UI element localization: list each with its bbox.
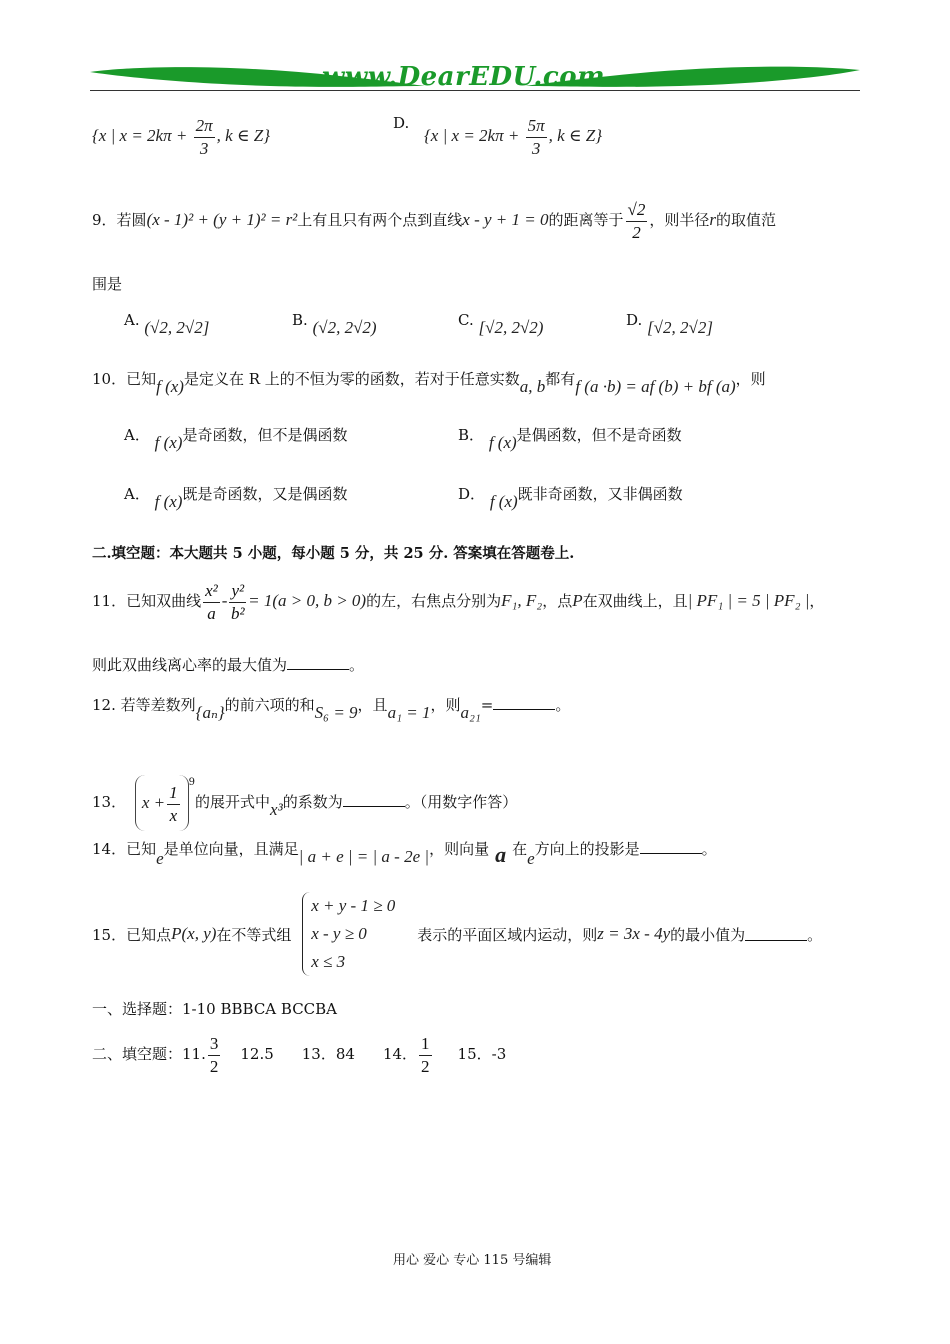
answer-14-label: 14． — [382, 1045, 418, 1063]
q11-text: 则此双曲线离心率的最大值为 — [92, 656, 288, 674]
q14-text: 是单位向量，且满足 — [163, 840, 299, 858]
answer-blank[interactable] — [287, 657, 349, 670]
q14-vector-a: a — [495, 842, 507, 867]
q15-inequality: x + y - 1 ≥ 0 — [311, 896, 396, 915]
q15-line — [92, 892, 822, 976]
q10-option-b — [458, 424, 682, 452]
q9-option-a — [124, 310, 210, 337]
option-fx: f (x) — [488, 433, 517, 452]
q8-c-num: 2π — [194, 115, 215, 138]
q15-text: 表示的平面区域内运动，则 — [417, 925, 598, 944]
option-label: B． — [458, 426, 485, 444]
q12-a21: a₂₁ — [460, 703, 481, 722]
q10-number: 10． — [92, 370, 127, 388]
option-label: D． — [458, 485, 486, 503]
q9-line1 — [92, 196, 776, 244]
option-text: 既非奇函数，又非偶函数 — [517, 485, 683, 503]
q8-d-num: 5π — [526, 115, 547, 138]
q9-text: 的取值范 — [716, 211, 777, 229]
q13-x: x + — [141, 793, 166, 812]
q10-option-a — [124, 424, 348, 452]
q9-frac-den: 2 — [632, 222, 641, 242]
q11-condition: | PF₁ | = 5 | PF₂ | — [687, 591, 810, 610]
q12-number: 12. — [92, 696, 116, 714]
answer-blank[interactable] — [640, 841, 702, 854]
q15-text: 在不等式组 — [216, 925, 292, 944]
q13-text: 。（用数字作答） — [404, 793, 518, 811]
answer-blank[interactable] — [343, 794, 405, 807]
q8-c-tail: , k ∈ Z} — [216, 126, 270, 145]
q14-text: ，则向量 — [429, 840, 490, 858]
frac-num: y² — [229, 580, 246, 603]
answer-15: 15．-3 — [457, 1045, 507, 1063]
q9-option-b — [292, 310, 377, 337]
answer-13: 13．84 — [301, 1045, 355, 1063]
option-fx: f (x) — [154, 433, 183, 452]
q11-frac-x — [203, 580, 220, 625]
q13-number: 13． — [92, 793, 127, 811]
q8-option-d — [424, 113, 602, 160]
option-fx: f (x) — [489, 492, 518, 511]
q12-text: 的前六项的和 — [224, 696, 315, 714]
answer-12: 12.5 — [240, 1045, 274, 1063]
q9-circle-eq: (x - 1)² + (y + 1)² = r² — [146, 210, 298, 229]
q8-d-frac — [526, 115, 547, 160]
option-text: 是奇函数，但不是偶函数 — [182, 426, 348, 444]
q10-text: 已知 — [126, 370, 157, 388]
q10-text: 都有 — [545, 370, 576, 388]
frac-den: 2 — [421, 1056, 430, 1076]
answer-blank[interactable] — [745, 928, 807, 941]
q11-text: ，点 — [542, 592, 573, 610]
q9-line2: 围是 — [92, 275, 123, 293]
page-footer: 用心 爱心 专心 115 号编辑 — [393, 1253, 552, 1268]
answer-blank[interactable] — [493, 697, 555, 710]
header-rule — [90, 90, 860, 91]
q11-foci: F₁, F₂ — [501, 591, 543, 610]
q12-s6: S₆ = 9 — [314, 703, 358, 722]
option-text: 是偶函数，但不是奇函数 — [516, 426, 682, 444]
q14-line — [92, 832, 717, 868]
q12-text: ，则 — [430, 696, 461, 714]
frac-num: 1 — [419, 1033, 432, 1056]
q15-inequality: x - y ≥ 0 — [311, 924, 367, 943]
q15-text: 已知点 — [126, 925, 172, 944]
q15-point: P(x, y) — [171, 924, 217, 943]
q14-e: e — [156, 849, 164, 868]
q10-equation: f (a ·b) = af (b) + bf (a) — [575, 377, 736, 396]
q12-a1: a₁ = 1 — [387, 703, 431, 722]
section-2-title: 二.填空题：本大题共 5 小题，每小题 5 分，共 25 分. 答案填在答题卷上. — [92, 545, 575, 562]
frac-den: x — [169, 805, 178, 825]
q12-text: 若等差数列 — [115, 696, 196, 714]
q8-d-expr: {x | x = 2kπ + — [424, 126, 524, 145]
answers-prefix: 二、填空题：11. — [92, 1045, 206, 1063]
q11-minus: - — [221, 591, 228, 610]
option-label: D. — [626, 311, 643, 329]
q10-line1 — [92, 364, 766, 394]
answers-line-2 — [92, 1030, 506, 1078]
answer-11-frac — [208, 1033, 221, 1078]
option-value: [√2, 2√2] — [647, 318, 713, 337]
q9-frac-num: √2 — [626, 199, 648, 222]
q13-text: 的展开式中 — [195, 793, 271, 811]
q13-frac — [167, 782, 180, 827]
q14-number: 14． — [92, 840, 127, 858]
option-label: A． — [124, 485, 150, 503]
q11-text: 在双曲线上，且 — [582, 592, 688, 610]
q9-number: 9． — [92, 211, 117, 229]
option-value: (√2, 2√2) — [312, 318, 377, 337]
q9-text: 的距离等于 — [548, 211, 624, 229]
q12-line — [92, 690, 570, 720]
q14-condition: | a + e | = | a - 2e | — [298, 847, 430, 866]
q11-point: P — [572, 591, 583, 610]
q9-radius-var: r — [709, 210, 716, 229]
q15-objective: z = 3x - 4y — [597, 924, 671, 943]
q14-text: 。 — [701, 840, 717, 858]
q10-text: 是定义在 R 上的不恒为零的函数，若对于任意实数 — [183, 370, 520, 388]
q12-text: ，且 — [357, 696, 388, 714]
option-text: 既是奇函数，又是偶函数 — [182, 485, 348, 503]
q11-text: 。 — [349, 656, 365, 674]
q10-option-d — [458, 483, 683, 511]
q14-text: 在 — [512, 840, 528, 858]
q13-text: 的系数为 — [282, 793, 343, 811]
q8-option-c — [92, 113, 270, 160]
q11-line2 — [92, 654, 364, 675]
option-value: (√2, 2√2] — [144, 318, 210, 337]
site-logo-text: www.DearEDU.com — [322, 62, 606, 92]
q11-text: ， — [809, 592, 825, 610]
q11-text: 的左，右焦点分别为 — [366, 592, 502, 610]
q8-d-tail: , k ∈ Z} — [548, 126, 602, 145]
q15-text: 。 — [807, 925, 823, 944]
option-label: C. — [458, 311, 474, 329]
q13-x3: x³ — [270, 800, 283, 819]
answers-line-1: 一、选择题：1-10 BBBCA BCCBA — [92, 1000, 338, 1018]
q8-c-expr: {x | x = 2kπ + — [92, 126, 192, 145]
q13-binomial — [135, 775, 189, 831]
frac-num: 3 — [208, 1033, 221, 1056]
frac-den: b² — [230, 603, 245, 623]
q9-frac — [626, 199, 648, 244]
q9-option-c — [458, 310, 544, 337]
frac-den: a — [207, 603, 216, 623]
option-value: [√2, 2√2) — [478, 318, 544, 337]
q15-inequality-system — [302, 892, 395, 976]
q15-number: 15． — [92, 925, 127, 944]
q10-text: ，则 — [735, 370, 766, 388]
frac-num: 1 — [167, 782, 180, 805]
q8-option-d-label: D. — [393, 114, 410, 132]
q15-text: 的最小值为 — [670, 925, 746, 944]
q14-text: 方向上的投影是 — [534, 840, 640, 858]
q14-e: e — [527, 849, 535, 868]
frac-den: 2 — [209, 1056, 219, 1076]
q11-eq: = 1(a > 0, b > 0) — [248, 591, 367, 610]
q14-text: 已知 — [126, 840, 157, 858]
q11-number: 11． — [92, 592, 127, 610]
q11-text: 已知双曲线 — [126, 592, 202, 610]
q8-c-den: 3 — [199, 138, 209, 158]
q10-ab: a, b — [519, 377, 546, 396]
q15-inequality: x ≤ 3 — [311, 952, 346, 971]
option-label: B. — [292, 311, 308, 329]
q12-text: = — [480, 696, 494, 714]
q11-line1 — [92, 573, 824, 629]
option-fx: f (x) — [154, 492, 183, 511]
answer-14-frac — [419, 1033, 432, 1078]
option-label: A. — [124, 311, 140, 329]
q9-option-d — [626, 310, 713, 337]
q9-line-eq: x - y + 1 = 0 — [462, 210, 549, 229]
q12-sequence: {aₙ} — [195, 703, 225, 722]
q11-frac-y — [229, 580, 246, 625]
q10-option-c — [124, 483, 348, 511]
q12-text: 。 — [555, 696, 571, 714]
q9-text: 若圆 — [116, 211, 147, 229]
q9-text: 上有且只有两个点到直线 — [297, 211, 463, 229]
option-label: A． — [124, 426, 150, 444]
frac-num: x² — [203, 580, 220, 603]
q8-d-den: 3 — [531, 138, 541, 158]
q13-line — [92, 755, 517, 831]
q13-power: 9 — [188, 777, 196, 788]
q10-fx: f (x) — [156, 377, 184, 396]
q9-text: ，则半径 — [649, 211, 710, 229]
q8-c-frac — [194, 115, 215, 160]
